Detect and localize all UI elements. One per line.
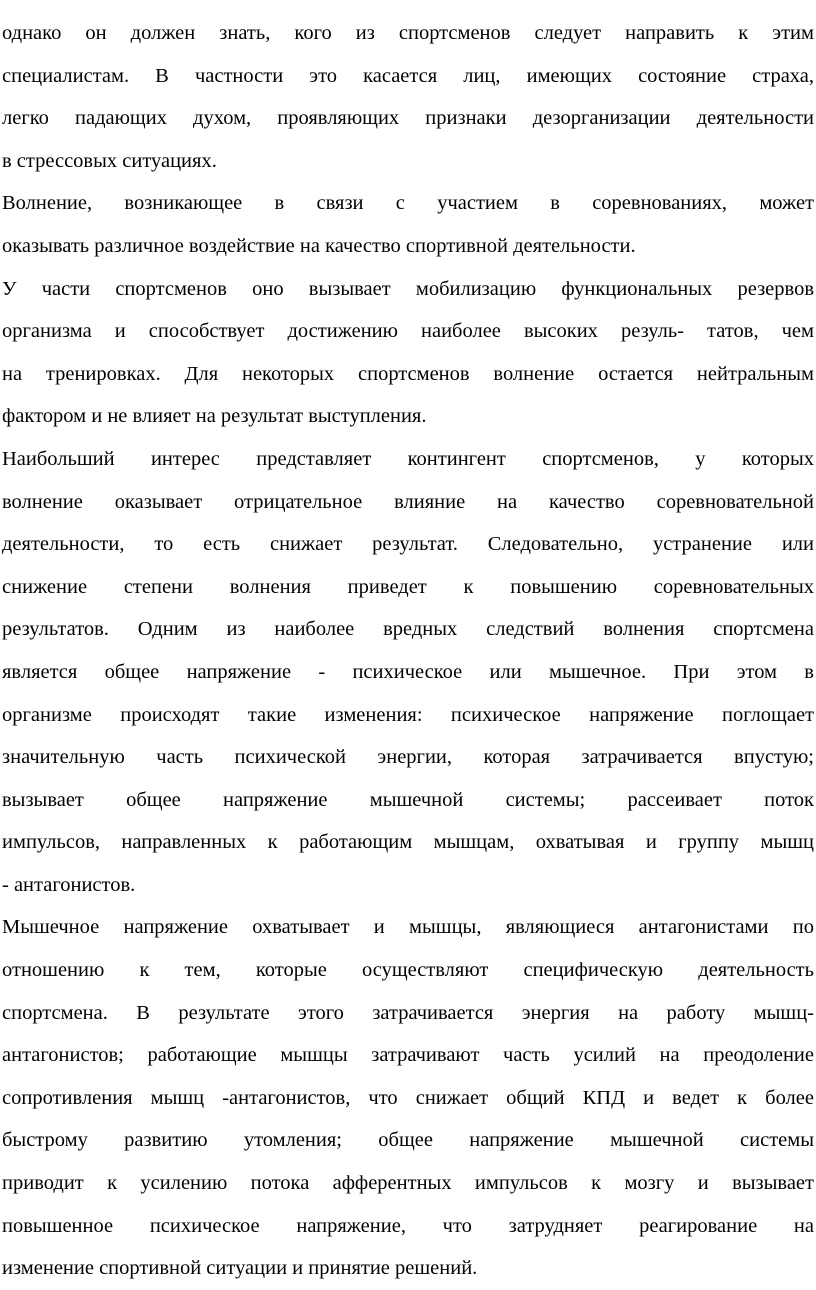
text-line-5: Волнение, возникающее в связи с участием в соревнованиях, может <box>2 192 814 215</box>
text-line-22: Мышечное напряжение охватывает и мышцы, являющиеся антагонистами по <box>2 916 814 939</box>
text-line-26: сопротивления мышц -антагонистов, что снижает общий КПД и ведет к более <box>2 1086 814 1109</box>
text-line-21: - антагонистов. <box>2 873 136 896</box>
text-line-4: в стрессовых ситуациях. <box>2 149 217 172</box>
text-line-3: легко падающих духом, проявляющих признаки дезорганизации деятельности <box>2 107 814 130</box>
text-line-13: деятельности, то есть снижает результат. Следовательно, устранение или <box>2 533 814 556</box>
text-line-20: импульсов, направленных к работающим мышцам, охватывая и группу мышц <box>2 831 814 854</box>
text-line-12: волнение оказывает отрицательное влияние на качество соревновательной <box>2 490 814 513</box>
text-line-9: на тренировках. Для некоторых спортсменов волнение остается нейтральным <box>2 362 814 385</box>
text-line-6: оказывать различное воздействие на качество спортивной деятельности. <box>2 234 636 257</box>
text-line-1: однако он должен знать, кого из спортсменов следует направить к этим <box>2 22 814 44</box>
text-line-25: антагонистов; работающие мышцы затрачивают часть усилий на преодоление <box>2 1044 814 1067</box>
text-line-11: Наибольший интерес представляет контингент спортсменов, у которых <box>2 447 814 470</box>
text-line-28: приводит к усилению потока афферентных импульсов к мозгу и вызывает <box>2 1172 814 1195</box>
text-line-23: отношению к тем, которые осуществляют специфическую деятельность <box>2 959 814 982</box>
text-line-14: снижение степени волнения приведет к повышению соревновательных <box>2 575 814 598</box>
text-line-30: изменение спортивной ситуации и принятие решений. <box>2 1257 478 1280</box>
text-line-27: быстрому развитию утомления; общее напряжение мышечной системы <box>2 1129 814 1152</box>
text-line-19: вызывает общее напряжение мышечной системы; рассеивает поток <box>2 788 814 811</box>
text-line-8: организма и способствует достижению наиболее высоких резуль- татов, чем <box>2 320 814 343</box>
text-line-10: фактором и не влияет на результат выступления. <box>2 405 427 428</box>
text-line-7: У части спортсменов оно вызывает мобилизацию функциональных резервов <box>2 277 814 300</box>
text-line-2: специалистам. В частности это касается лиц, имеющих состояние страха, <box>2 64 814 87</box>
text-line-16: является общее напряжение - психическое или мышечное. При этом в <box>2 660 814 683</box>
text-line-29: повышенное психическое напряжение, что затрудняет реагирование на <box>2 1214 814 1237</box>
text-line-18: значительную часть психической энергии, которая затрачивается впустую; <box>2 746 814 769</box>
text-line-15: результатов. Одним из наиболее вредных следствий волнения спортсмена <box>2 618 814 641</box>
text-line-24: спортсмена. В результате этого затрачивается энергия на работу мышц- <box>2 1001 814 1024</box>
text-line-17: организме происходят такие изменения: психическое напряжение поглощает <box>2 703 814 726</box>
